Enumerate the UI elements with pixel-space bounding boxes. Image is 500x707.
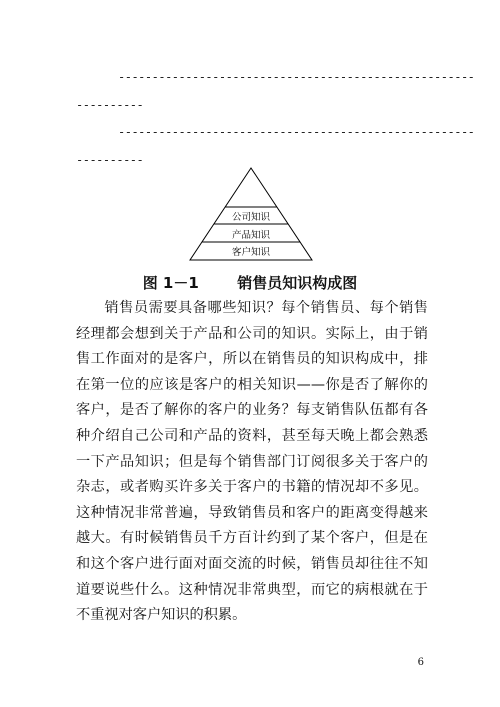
figure-caption <box>0 272 500 293</box>
knowledge-pyramid-diagram <box>188 166 314 262</box>
pyramid-level-company: 公司知识 <box>231 212 271 223</box>
separator-line: ----------------------------------------------------- <box>118 70 475 84</box>
pyramid-level-customer: 客户知识 <box>231 247 271 258</box>
page-number: 6 <box>417 657 424 668</box>
figure-number: 图 1－1 <box>142 274 199 292</box>
separator-line-continuation: ---------- <box>76 153 144 167</box>
figure-title: 销售员知识构成图 <box>237 274 358 292</box>
separator-line-continuation: ---------- <box>76 98 144 112</box>
body-text <box>76 296 428 629</box>
pyramid-level-product: 产品知识 <box>231 230 271 241</box>
separator-line: ----------------------------------------------------- <box>118 125 475 139</box>
paragraph: 销售员需要具备哪些知识？每个销售员、每个销售经理都会想到关于产品和公司的知识。实际上，由于销售工作面对的是客户，所以在销售员的知识构成中，排在第一位的应该是客户的相关知识——你是否了解你的客户，是否了解你的客户的业务？每支销售队伍都有各种介绍自己公司和产品的资料，甚至每天晚上都会熟悉一下产品知识；但是每个销售部门订阅很多关于客户的杂志，或者购买许多关于客户的书籍的情况却不多见。这种情况非常普遍，导致销售员和客户的距离变得越来越大。有时候销售员千方百计约到了某个客户，但是在和这个客户进行面对面交流的时候，销售员却往往不知道要说些什么。这种情况非常典型，而它的病根就在于不重视对客户知识的积累。 <box>76 300 428 624</box>
